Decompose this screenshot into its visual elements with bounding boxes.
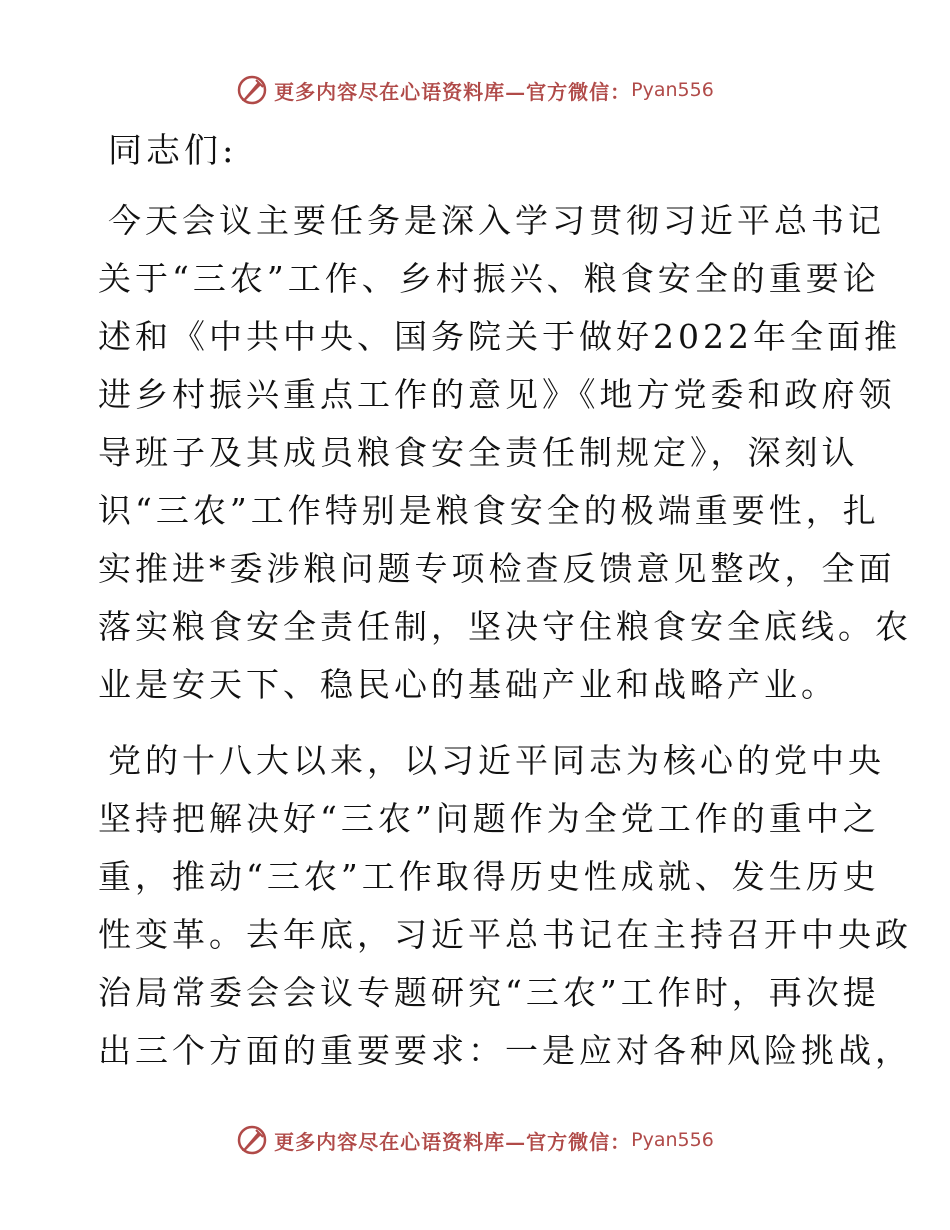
banner-text: 更多内容尽在心语资料库—官方微信： — [274, 79, 632, 104]
banner-text: 更多内容尽在心语资料库—官方微信： — [274, 1129, 632, 1154]
banner-wechat-id: Pyan556 — [631, 79, 714, 101]
text-line: 导班子及其成员粮食安全责任制规定》，深刻认 — [98, 433, 859, 472]
text-line: 今天会议主要任务是深入学习贯彻习近平总书记 — [108, 201, 885, 240]
text-line: 党的十八大以来，以习近平同志为核心的党中央 — [108, 741, 885, 780]
text-line: 重，推动“三农”工作取得历史性成就、发生历史 — [98, 857, 880, 896]
text-line: 关于“三农”工作、乡村振兴、粮食安全的重要论 — [98, 259, 880, 298]
quill-logo-icon — [236, 1124, 268, 1156]
text-line: 坚持把解决好“三农”问题作为全党工作的重中之 — [98, 799, 880, 838]
banner-wechat-id: Pyan556 — [631, 1129, 714, 1151]
text-line: 治局常委会会议专题研究“三农”工作时，再次提 — [98, 973, 880, 1012]
text-line: 进乡村振兴重点工作的意见》《地方党委和政府领 — [98, 375, 896, 414]
text-line: 实推进*委涉粮问题专项检查反馈意见整改，全面 — [98, 549, 896, 588]
text-line: 识“三农”工作特别是粮食安全的极端重要性，扎 — [98, 491, 880, 530]
salutation: 同志们: — [108, 131, 238, 171]
text-line: 业是安天下、稳民心的基础产业和战略产业。 — [98, 665, 838, 704]
paragraph-1 — [98, 192, 912, 714]
header-watermark — [0, 70, 950, 110]
paragraph-2 — [98, 732, 912, 1080]
text-line: 述和《中共中央、国务院关于做好2022年全面推 — [98, 317, 901, 356]
text-line: 出三个方面的重要要求：一是应对各种风险挑战， — [98, 1031, 912, 1070]
document-body — [98, 122, 912, 1098]
footer-watermark — [0, 1120, 950, 1160]
text-line: 落实粮食安全责任制，坚决守住粮食安全底线。农 — [98, 607, 912, 646]
quill-logo-icon — [236, 74, 268, 106]
text-line: 性变革。去年底，习近平总书记在主持召开中央政 — [98, 915, 912, 954]
